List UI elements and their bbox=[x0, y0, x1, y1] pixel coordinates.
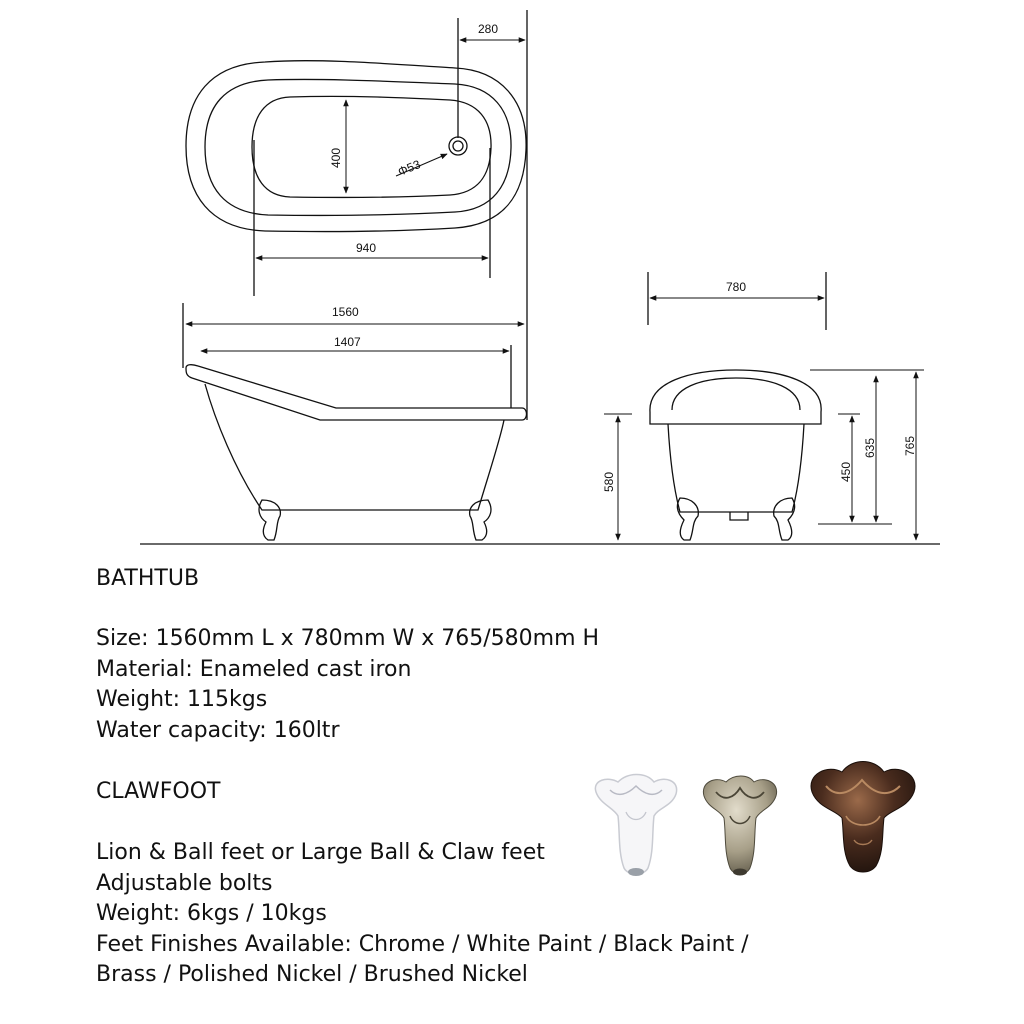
bathtub-capacity-spec: Water capacity: 160ltr bbox=[96, 717, 340, 743]
drain-label: Φ53 bbox=[395, 157, 423, 179]
dim-450-label: 450 bbox=[839, 461, 853, 482]
plan-view bbox=[186, 10, 527, 420]
bronze-foot-image bbox=[806, 756, 920, 876]
bathtub-size-spec: Size: 1560mm L x 780mm W x 765/580mm H bbox=[96, 626, 600, 651]
side-rim bbox=[186, 365, 527, 420]
dim-1560-label: 1560 bbox=[332, 305, 359, 319]
bathtub-material-spec: Material: Enameled cast iron bbox=[96, 656, 412, 682]
clawfoot-type-spec: Lion & Ball feet or Large Ball & Claw feet bbox=[96, 840, 545, 865]
plan-inner-basin bbox=[252, 96, 491, 197]
dim-1407-label: 1407 bbox=[334, 335, 361, 349]
dim-635-label: 635 bbox=[863, 437, 877, 458]
side-dimensions bbox=[186, 324, 632, 540]
end-rim-inner bbox=[672, 378, 800, 410]
end-foot-left bbox=[677, 498, 698, 540]
clawfoot-finishes-spec-cont: Brass / Polished Nickel / Brushed Nickel bbox=[96, 962, 528, 987]
side-foot-left bbox=[259, 500, 280, 540]
plan-dimensions bbox=[256, 40, 525, 258]
dim-780-label: 780 bbox=[726, 280, 747, 294]
bathtub-spec-list bbox=[96, 624, 599, 746]
dim-400-label: 400 bbox=[329, 147, 343, 168]
dim-280-label: 280 bbox=[478, 22, 499, 36]
end-foot-right bbox=[774, 498, 795, 540]
end-drain bbox=[730, 512, 748, 520]
dim-940-label: 940 bbox=[356, 241, 377, 255]
drain-outer bbox=[449, 137, 467, 155]
side-foot-right bbox=[470, 500, 491, 540]
bathtub-weight-spec: Weight: 115kgs bbox=[96, 687, 268, 712]
clawfoot-heading: CLAWFOOT bbox=[96, 779, 221, 804]
end-dimensions bbox=[650, 298, 924, 540]
end-view bbox=[648, 272, 826, 540]
white-paint-foot-image bbox=[588, 772, 684, 880]
side-body bbox=[205, 384, 504, 510]
dim-580-label: 580 bbox=[602, 471, 616, 492]
bathtub-heading: BATHTUB bbox=[96, 566, 200, 591]
clawfoot-weight-spec: Weight: 6kgs / 10kgs bbox=[96, 901, 327, 926]
brushed-nickel-foot-image bbox=[698, 772, 782, 878]
clawfoot-finishes-spec: Feet Finishes Available: Chrome / White Paint / Black Paint / bbox=[96, 931, 749, 957]
drain-inner bbox=[453, 141, 463, 151]
dim-765-label: 765 bbox=[903, 435, 917, 456]
plan-mid-rim bbox=[205, 79, 511, 215]
clawfoot-bolts-spec: Adjustable bolts bbox=[96, 870, 273, 896]
